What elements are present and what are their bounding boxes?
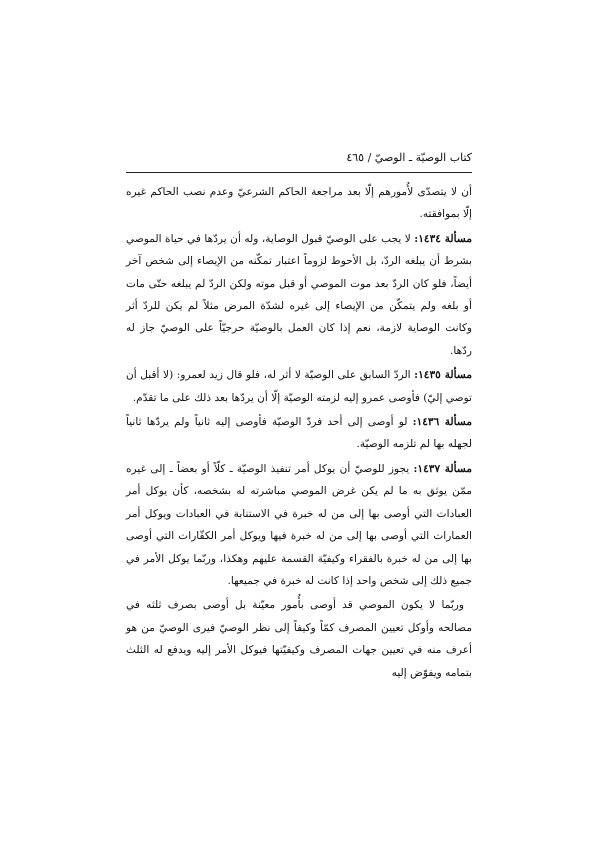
running-header: كتاب الوصيّة ـ الوصيّ / ٤٦٥ xyxy=(346,151,472,164)
paragraph-text: وربّما لا يكون الموصي قد أوصى بأُمور معيّنة بل أوصى بصرف ثلثه في مصالحه وأوكل تعيين المصرف كمّاً وكيفاً إلى نظر الوصيّ فيرى الوصيّ من هو أعرف منه في تعيين جهات المصرف وكيفيّتها فيوكل الأمر إليه ويدفع له الثلث بتمامه ويفوّض إليه xyxy=(126,599,472,679)
paragraph-continuation-2 xyxy=(126,594,472,684)
paragraph-1437 xyxy=(126,458,472,592)
paragraph-text: لا يجب على الوصيّ قبول الوصاية، وله أن يردّها في حياة الموصي بشرط أن يبلغه الردّ، بل الأحوط لزوماً اعتبار تمكّنه من الإيصاء إلى شخص آخر أيضاً، فلو كان الردّ بعد موت الموصي أو قبل موته ولكن الردّ لم يبلغه حتّى مات أو بلغه ولم يتمكّن من الإيصاء إلى غيره لشدّة المرض مثلاً لم يكن للردّ أثر وكانت الوصاية لازمة، نعم إذا كان العمل بالوصيّة حرجيّاً على الوصيّ جاز له ردّها. xyxy=(126,232,472,357)
body-text xyxy=(126,181,472,686)
paragraph-text: الردّ السابق على الوصيّة لا أثر له، فلو قال زيد لعمرو: (لا أقبل أن توصي إليّ) فأوصى عمرو إليه لزمته الوصيّة إلّا أن يردّها بعد ذلك على ما تقدّم. xyxy=(126,369,472,404)
paragraph-continuation xyxy=(126,181,472,226)
paragraph-1436 xyxy=(126,411,472,456)
paragraph-1435 xyxy=(126,364,472,409)
header-rule xyxy=(126,172,472,173)
paragraph-text: يجوز للوصيّ أن يوكل أمر تنفيذ الوصيّة ـ كلّاً أو بعضاً ـ إلى غيره ممّن يوثق به ما لم يكن غرض الموصي مباشرته له بشخصه، كأن يوكل أمر العبادات التي أوصى بها إلى من له خبرة في الاستنابة في العبادات ويوكل أمر العمارات التي أوصى بها إلى من له خبرة فيها ويوكل أمر الكفّارات التي أوصى بها إلى من له خبرة بالفقراء وكيفيّة القسمة عليهم وهكذا، وربّما يوكل الأمر في جميع ذلك إلى شخص واحد إذا كانت له خبرة في جميعها. xyxy=(126,462,472,587)
issue-heading: مسألة ١٤٣٥: xyxy=(414,369,472,382)
paragraph-1434 xyxy=(126,228,472,362)
paragraph-text: لو أوصى إلى أحد فردّ الوصيّة فأوصى إليه ثانياً ولم يردّها ثانياً لجهله بها لم تلزمه الوصيّة. xyxy=(126,416,472,451)
issue-heading: مسألة ١٤٣٧: xyxy=(413,462,472,475)
paragraph-text: أن لا يتصدّى لأُمورهم إلّا بعد مراجعة الحاكم الشرعيّ وعدم نصب الحاكم غيره إلّا بموافقته. xyxy=(126,186,472,221)
issue-heading: مسألة ١٤٣٦: xyxy=(412,416,472,429)
issue-heading: مسألة ١٤٣٤: xyxy=(414,232,472,245)
